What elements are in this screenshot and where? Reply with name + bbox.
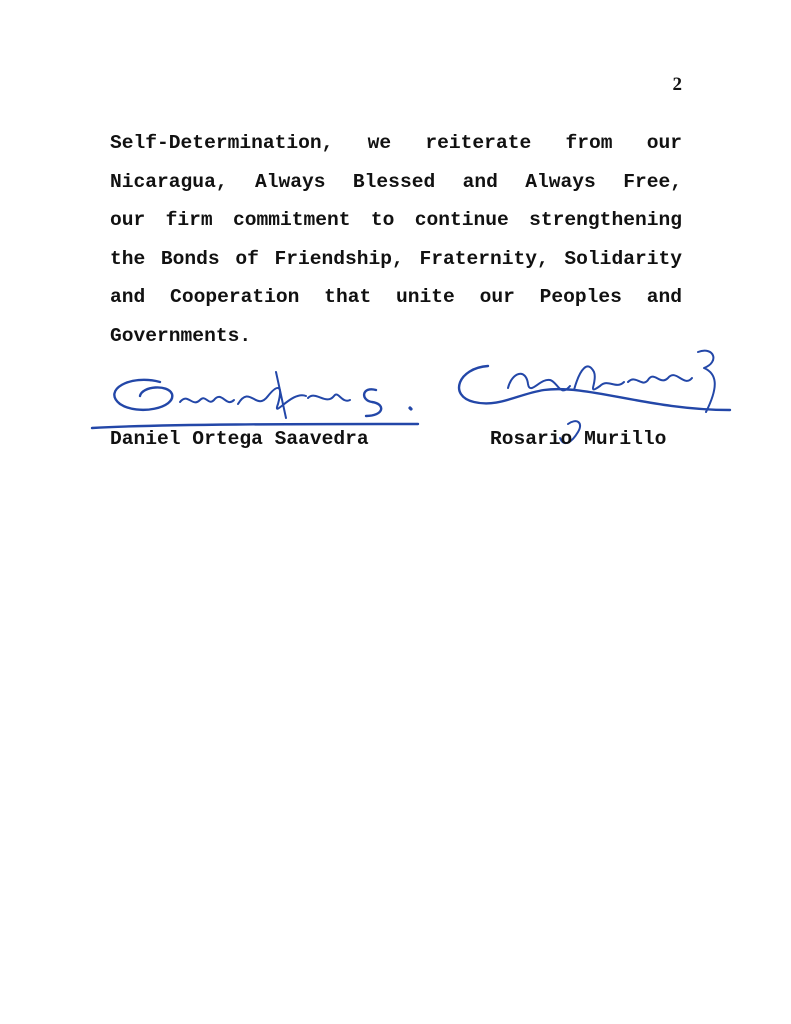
- body-line: our firm commitment to continue strengthening: [110, 209, 682, 231]
- body-line: the Bonds of Friendship, Fraternity, Solidarity: [110, 247, 682, 270]
- body-line: Nicaragua, Always Blessed and Always Free,: [110, 170, 682, 193]
- page-number: 2: [672, 74, 682, 95]
- signatory-name: Rosario Murillo: [490, 428, 667, 450]
- body-line: Governments.: [110, 324, 252, 347]
- body-paragraph: [110, 124, 682, 355]
- signatory-name: Daniel Ortega Saavedra: [110, 428, 369, 450]
- body-line: Self-Determination, we reiterate from our: [110, 132, 682, 154]
- body-line: and Cooperation that unite our Peoples and: [110, 286, 682, 308]
